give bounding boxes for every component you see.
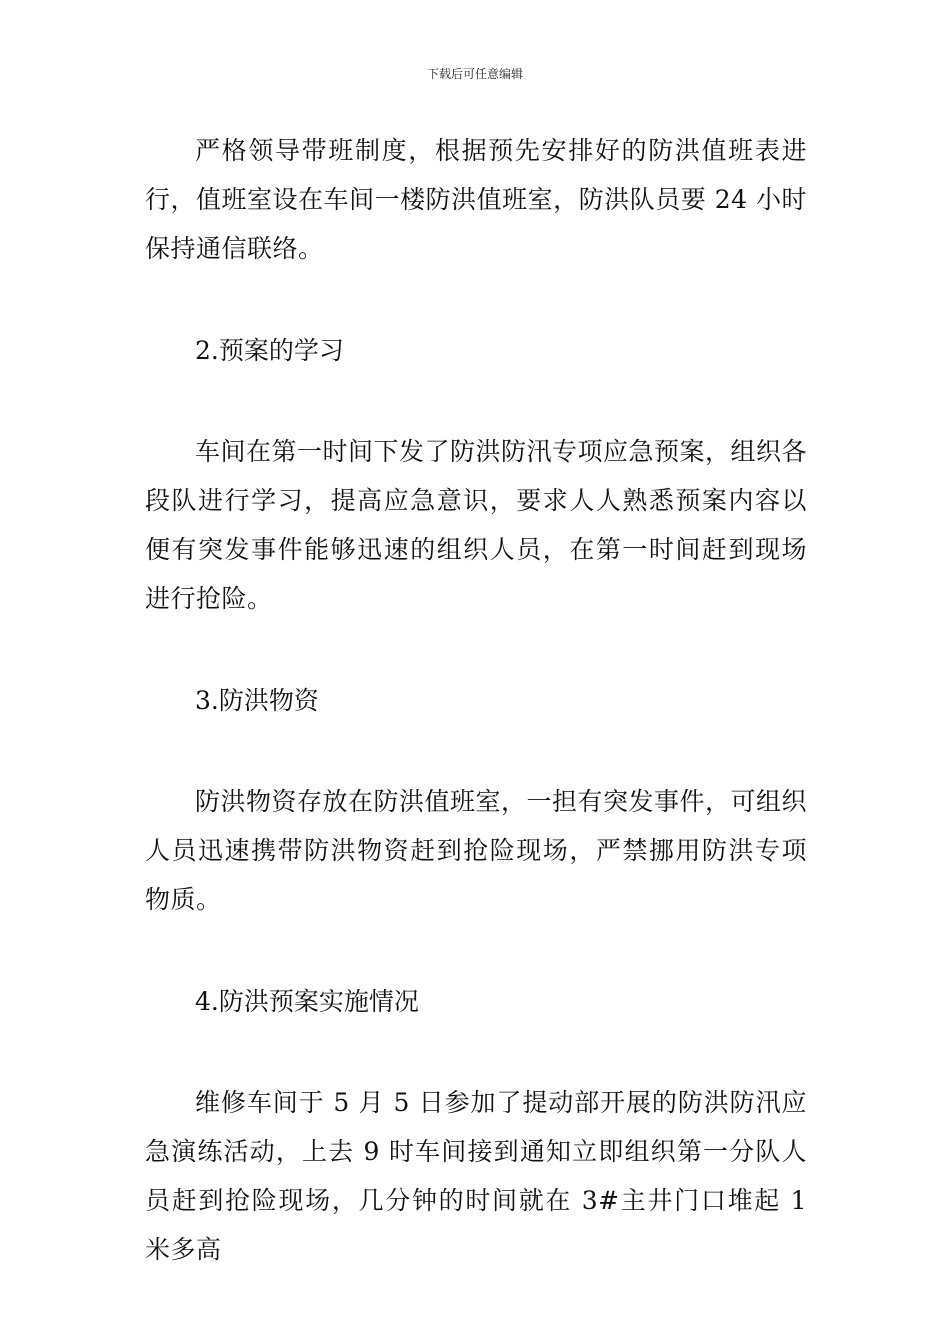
section-heading-flood-supplies: 3.防洪物资 [195,686,319,715]
page-header-note: 下载后可任意编辑 [426,67,523,81]
spacer [145,924,807,977]
spacer [145,623,807,676]
document-body [145,126,807,1274]
spacer [145,273,807,326]
paragraph-plan-implementation: 维修车间于 5 月 5 日参加了提动部开展的防洪防汛应急演练活动，上去 9 时车间接到通知立即组织第一分队人员赶到抢险现场，几分钟的时间就在 3#主井门口堆起 1 米多高 [145,1088,807,1264]
paragraph-flood-supplies: 防洪物资存放在防洪值班室，一担有突发事件，可组织人员迅速携带防洪物资赶到抢险现场，严禁挪用防洪专项物质。 [145,787,808,914]
spacer [145,375,807,427]
spacer [145,1026,807,1078]
spacer [145,725,807,777]
paragraph-plan-study: 车间在第一时间下发了防洪防汛专项应急预案，组织各段队进行学习，提高应急意识，要求人人熟悉预案内容以便有突发事件能够迅速的组织人员，在第一时间赶到现场进行抢险。 [145,437,808,613]
section-heading-plan-study: 2.预案的学习 [195,336,344,365]
section-heading-plan-implementation: 4.防洪预案实施情况 [195,987,419,1016]
paragraph-duty-system: 严格领导带班制度，根据预先安排好的防洪值班表进行，值班室设在车间一楼防洪值班室，防洪队员要 24 小时保持通信联络。 [145,136,807,263]
